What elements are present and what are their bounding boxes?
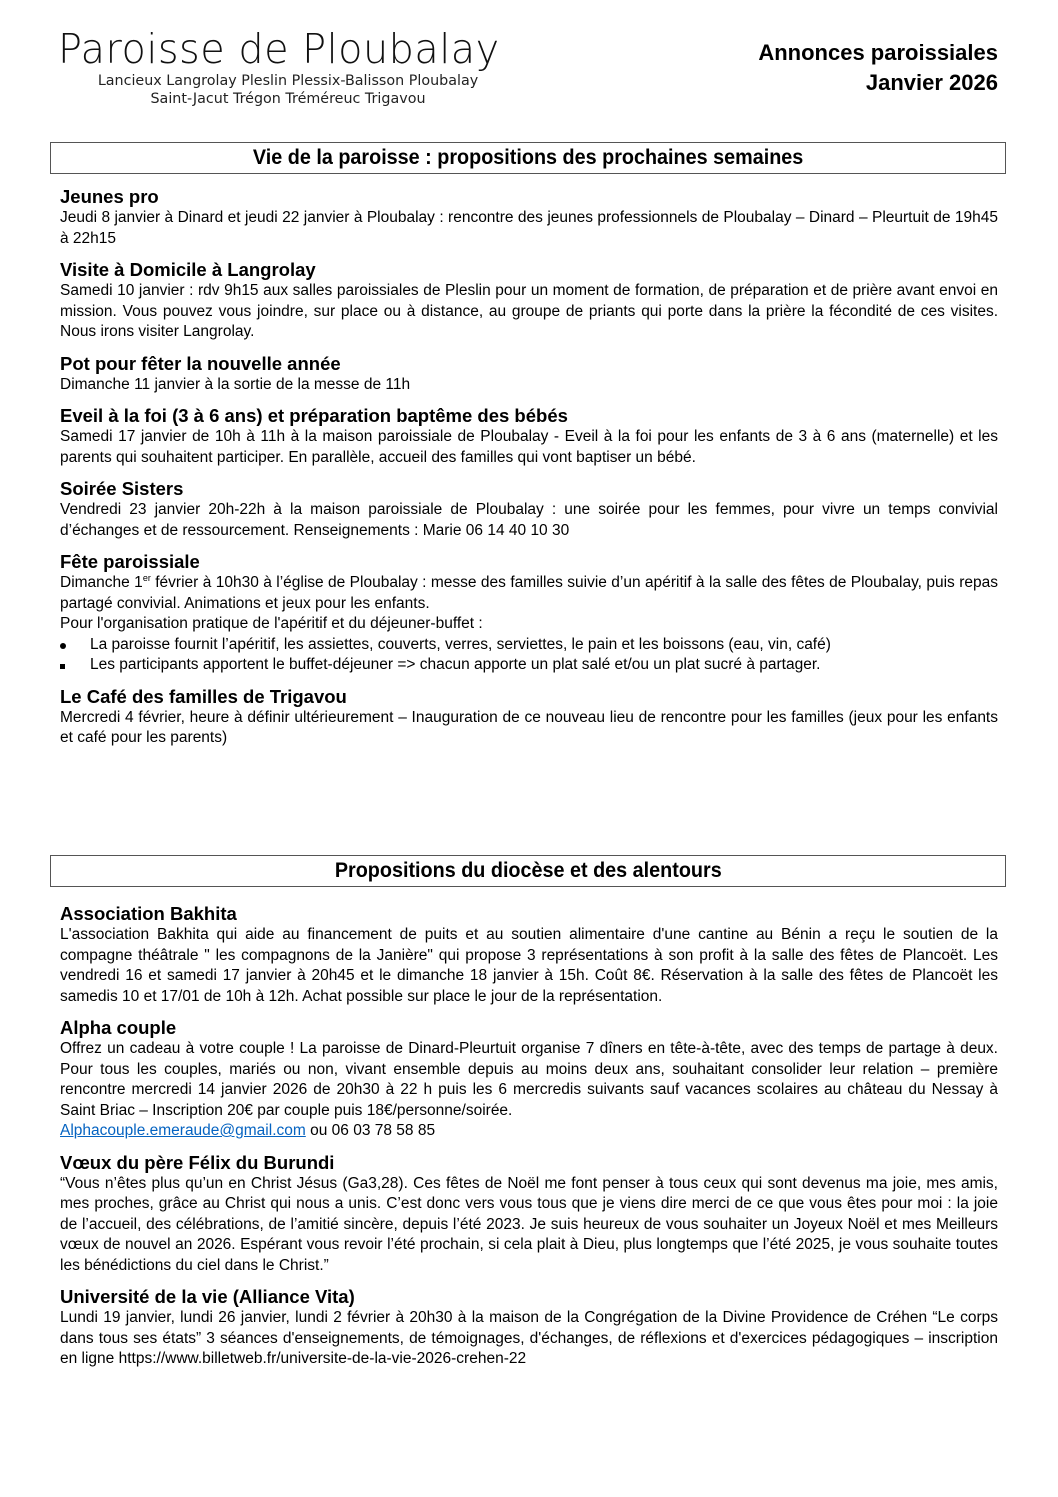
announcement-voeux-pere-felix xyxy=(60,1152,998,1277)
parish-name: Paroisse de Ploubalay xyxy=(58,25,500,73)
document-title: Annonces paroissiales xyxy=(758,40,998,65)
announcement-body: Samedi 10 janvier : rdv 9h15 aux salles paroissiales de Pleslin pour un moment de formation, de préparation et de prière avant envoi en mission. Vous pouvez vous joindre, sur place ou à distance, au groupe de priants qui porte dans la prière la fécondité de ces visites. Nous irons visiter Langrolay. xyxy=(60,282,998,340)
document-heading xyxy=(758,38,998,98)
announcement-bakhita xyxy=(60,903,998,1007)
announcement-title: Pot pour fêter la nouvelle année xyxy=(60,352,341,374)
parish-life-section xyxy=(60,186,998,749)
phone-number: ou 06 03 78 58 85 xyxy=(305,1122,436,1139)
announcement-body: Mercredi 4 février, heure à définir ultérieurement – Inauguration de ce nouveau lieu de rencontre pour les familles (jeux pour les enfants et café pour les parents) xyxy=(60,708,998,746)
announcement-title: Alpha couple xyxy=(60,1017,177,1038)
parish-header xyxy=(58,26,518,108)
announcement-body: L'association Bakhita qui aide au financement de puits et au soutien alimentaire d'une cantine au Bénin a reçu le soutien de la compagne théâtrale " les compagnons de la Janière" qui propose 3 représentations à son profit à la salle des fêtes de Plancoët. Les vendredi 16 et samedi 17 janvier à 20h45 et le dimanche 18 janvier à 15h. Coût 8€. Réservation à la salle des fêtes de Plancoët les samedis 10 et 17/01 de 10h à 12h. Achat possible sur place le jour de la représentation. xyxy=(60,926,998,1005)
announcement-body: “Vous n’êtes plus qu’un en Christ Jésus (Ga3,28). Ces fêtes de Noël me font penser à tous ceux qui sont devenus ma joie, mes amis, mes proches, grâce au Christ qui nous a unis. C’est donc vers vous tous que je viens dire merci de ce que vous êtes pour moi : la joie de l’accueil, des célébrations, de l’amitié sincère, depuis l’été 2023. Je suis heureux de vous souhaiter un Joyeux Noël et mes Meilleurs vœux de nouvel an 2026. Espérant vous revoir l’été prochain, si cela plait à Dieu, plus longtemps que l’été 2025, je vous souhaite toutes les bénédictions du ciel dans le Christ.” xyxy=(60,1174,998,1274)
body-text: Dimanche 1 xyxy=(60,574,143,591)
bullet-item xyxy=(60,635,998,655)
announcement-title: Association Bakhita xyxy=(60,903,237,924)
bullet-text: La paroisse fournit l’apéritif, les assiettes, couverts, verres, serviettes, le pain et les boissons (eau, vin, café) xyxy=(90,635,831,653)
announcement-jeunes-pro xyxy=(60,186,998,249)
announcement-title: Université de la vie (Alliance Vita) xyxy=(60,1286,355,1307)
announcement-soiree-sisters xyxy=(60,478,998,541)
announcement-body: Samedi 17 janvier de 10h à 11h à la maison paroissiale de Ploubalay - Eveil à la foi pour les enfants de 3 à 6 ans (maternelle) et les parents qui souhaitent participer. En parallèle, accueil des familles qui vont baptiser un bébé. xyxy=(60,428,998,466)
section-title: Propositions du diocèse et des alentours xyxy=(334,858,722,882)
announcement-title: Jeunes pro xyxy=(60,186,159,207)
parish-towns-line2: Saint-Jacut Trégon Tréméreuc Trigavou xyxy=(150,91,426,107)
bullet-list xyxy=(60,635,998,675)
bullet-item xyxy=(60,655,998,675)
announcement-body-organisation: Pour l'organisation pratique de l'apéritif et du déjeuner-buffet : xyxy=(60,615,483,632)
announcement-title: Vœux du père Félix du Burundi xyxy=(60,1151,335,1173)
announcement-eveil-foi xyxy=(60,405,998,468)
announcement-cafe-familles xyxy=(60,686,998,749)
announcement-body: Offrez un cadeau à votre couple ! La paroisse de Dinard-Pleurtuit organise 7 dîners en tête-à-tête, avec des temps de partage à deux. Pour tous les couples, mariés ou non, vivant ensemble depuis au moins deux ans, souhaitant consolider leur relation – première rencontre mercredi 14 janvier 2026 de 20h30 à 22 h puis les 6 mercredis suivants sauf vacances scolaires au château du Nessay à Saint Briac – Inscription 20€ par couple puis 18€/personne/soirée. xyxy=(60,1040,998,1119)
announcement-body xyxy=(60,573,998,614)
announcement-title: Le Café des familles de Trigavou xyxy=(60,685,347,707)
bullet-square-icon xyxy=(60,664,65,669)
announcement-title: Visite à Domicile à Langrolay xyxy=(60,259,316,280)
bullet-dot-icon xyxy=(60,643,66,649)
bullet-text: Les participants apportent le buffet-déjeuner => chacun apporte un plat salé et/ou un plat sucré à partager. xyxy=(90,655,821,673)
announcement-body: Jeudi 8 janvier à Dinard et jeudi 22 janvier à Ploubalay : rencontre des jeunes professionnels de Ploubalay – Dinard – Pleurtuit de 19h45 à 22h15 xyxy=(60,209,998,247)
announcement-title: Fête paroissiale xyxy=(60,551,200,572)
section-title: Vie de la paroisse : propositions des prochaines semaines xyxy=(252,145,804,169)
section-heading-diocese xyxy=(50,855,1006,887)
announcement-pot-nouvelle-annee xyxy=(60,353,998,396)
announcement-fete-paroissiale xyxy=(60,551,998,675)
announcement-universite-vie xyxy=(60,1286,998,1370)
parish-towns-line1: Lancieux Langrolay Pleslin Plessix-Balisson Ploubalay xyxy=(97,73,479,89)
announcement-title: Eveil à la foi (3 à 6 ans) et préparation baptême des bébés xyxy=(60,405,568,426)
announcement-contact xyxy=(60,1121,998,1142)
section-heading-parish-life xyxy=(50,142,1006,174)
diocese-section xyxy=(60,903,998,1370)
document-date: Janvier 2026 xyxy=(865,70,998,95)
announcement-alpha-couple xyxy=(60,1017,998,1142)
announcement-body: Lundi 19 janvier, lundi 26 janvier, lundi 2 février à 20h30 à la maison de la Congrégation de la Divine Providence de Créhen “Le corps dans tous ses états” 3 séances d'enseignements, de témoignages, d'échanges, de réflexions et d'exercices pédagogiques – inscription en ligne https://www.billetweb.fr/universite-de-la-vie-2026-crehen-22 xyxy=(60,1309,998,1367)
ordinal-suffix: er xyxy=(142,573,151,583)
body-text: février à 10h30 à l’église de Ploubalay : messe des familles suivie d’un apéritif à la salle des fêtes de Ploubalay, puis repas partagé convivial. Animations et jeux pour les enfants. xyxy=(60,574,998,612)
announcement-body: Vendredi 23 janvier 20h-22h à la maison paroissiale de Ploubalay : une soirée pour les femmes, pour vivre un temps convivial d’échanges et de ressourcement. Renseignements : Marie 06 14 40 10 30 xyxy=(60,501,998,539)
announcement-body: Dimanche 11 janvier à la sortie de la messe de 11h xyxy=(60,375,411,393)
announcement-title: Soirée Sisters xyxy=(60,478,184,499)
announcement-visite-domicile xyxy=(60,259,998,343)
email-link[interactable]: Alphacouple.emeraude@gmail.com xyxy=(60,1122,306,1139)
